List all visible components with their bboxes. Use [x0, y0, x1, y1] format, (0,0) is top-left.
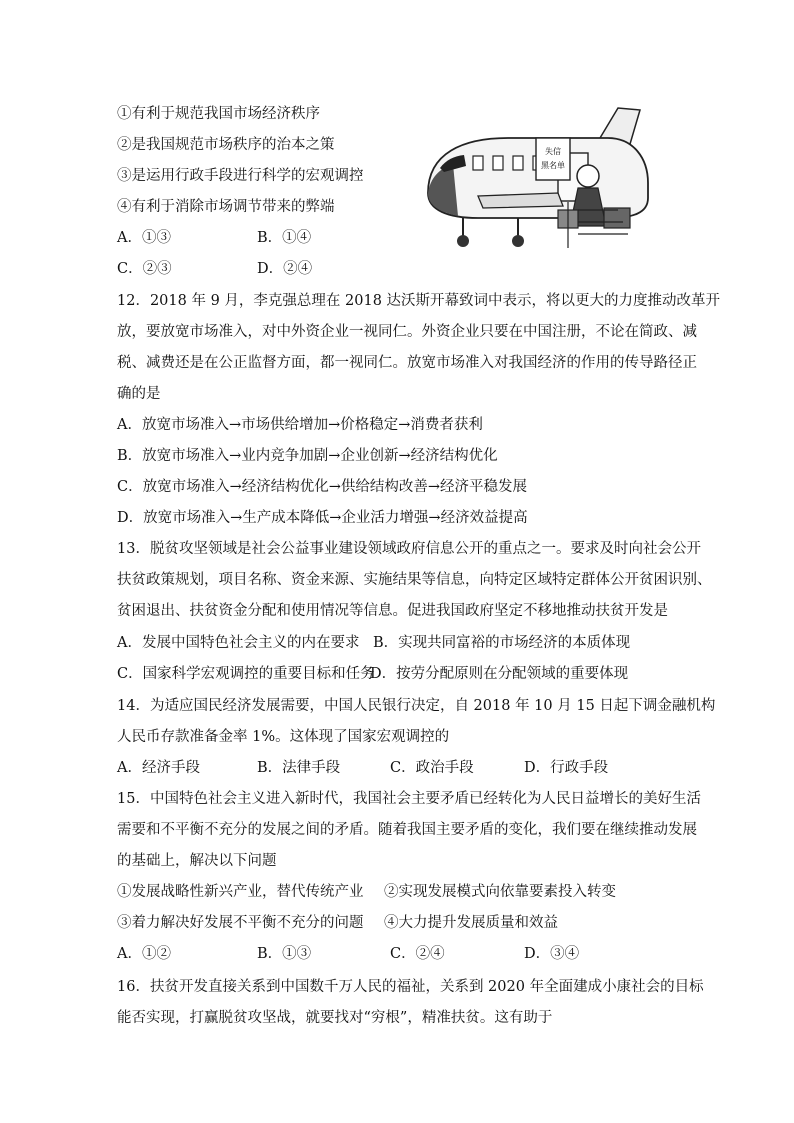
- sign-line-2: 黑名单: [541, 161, 565, 170]
- q14-option-d: D．行政手段: [524, 760, 609, 776]
- q14-stem-line-1: 14．为适应国民经济发展需要，中国人民银行决定，自 2018 年 10 月 15 日起下调金融机构: [117, 698, 716, 714]
- q11-option-d: D．②④: [257, 261, 313, 277]
- q15-statement-1: ①发展战略性新兴产业，替代传统产业: [117, 884, 364, 900]
- q14-option-b: B．法律手段: [257, 760, 341, 776]
- q15-statement-4: ④大力提升发展质量和效益: [384, 915, 558, 931]
- q11-option-b: B．①④: [257, 230, 312, 246]
- q13-option-c: C．国家科学宏观调控的重要目标和任务: [117, 666, 375, 682]
- q15-option-a: A．①②: [117, 946, 171, 962]
- q16-stem-line-2: 能否实现，打赢脱贫攻坚战，就要找对“穷根”，精准扶贫。这有助于: [117, 1010, 553, 1026]
- q12-option-a: A．放宽市场准入→市场供给增加→价格稳定→消费者获利: [117, 417, 483, 433]
- q14-option-a: A．经济手段: [117, 760, 200, 776]
- q11-option-c: C．②③: [117, 261, 172, 277]
- q15-statement-2: ②实现发展模式向依靠要素投入转变: [384, 884, 616, 900]
- q15-statement-3: ③着力解决好发展不平衡不充分的问题: [117, 915, 364, 931]
- q14-option-c: C．政治手段: [390, 760, 474, 776]
- q12-option-c: C．放宽市场准入→经济结构优化→供给结构改善→经济平稳发展: [117, 479, 528, 495]
- q12-stem-line-4: 确的是: [117, 386, 161, 402]
- q13-option-a: A．发展中国特色社会主义的内在要求: [117, 635, 360, 651]
- q15-stem-line-2: 需要和不平衡不充分的发展之间的矛盾。随着我国主要矛盾的变化，我们要在继续推动发展: [117, 822, 697, 838]
- q12-stem-line-3: 税、减费还是在公正监督方面，都一视同仁。放宽市场准入对我国经济的作用的传导路径正: [117, 355, 697, 371]
- q13-option-d: D．按劳分配原则在分配领域的重要体现: [370, 666, 629, 682]
- q11-statement-2: ②是我国规范市场秩序的治本之策: [117, 137, 335, 153]
- q15-option-c: C．②④: [390, 946, 445, 962]
- q11-statement-4: ④有利于消除市场调节带来的弊端: [117, 199, 335, 215]
- q15-option-b: B．①③: [257, 946, 312, 962]
- q12-stem-line-2: 放，要放宽市场准入，对中外资企业一视同仁。外资企业只要在中国注册，不论在简政、减: [117, 324, 697, 340]
- q13-option-b: B．实现共同富裕的市场经济的本质体现: [373, 635, 631, 651]
- q15-stem-line-1: 15．中国特色社会主义进入新时代，我国社会主要矛盾已经转化为人民日益增长的美好生活: [117, 791, 701, 807]
- q11-option-a: A．①③: [117, 230, 171, 246]
- sign-line-1: 失信: [545, 147, 561, 156]
- q13-stem-line-3: 贫困退出、扶贫资金分配和使用情况等信息。促进我国政府坚定不移地推动扶贫开发是: [117, 603, 668, 619]
- q15-stem-line-3: 的基础上，解决以下问题: [117, 853, 277, 869]
- q12-option-b: B．放宽市场准入→业内竞争加剧→企业创新→经济结构优化: [117, 448, 498, 464]
- q14-stem-line-2: 人民币存款准备金率 1%。这体现了国家宏观调控的: [117, 729, 450, 745]
- q12-option-d: D．放宽市场准入→生产成本降低→企业活力增强→经济效益提高: [117, 510, 528, 526]
- q15-option-d: D．③④: [524, 946, 580, 962]
- q16-stem-line-1: 16．扶贫开发直接关系到中国数千万人民的福祉，关系到 2020 年全面建成小康社会的目标: [117, 979, 704, 995]
- airplane-cartoon: [418, 98, 658, 250]
- q12-stem-line-1: 12．2018 年 9 月，李克强总理在 2018 达沃斯开幕致词中表示，将以更大的力度推动改革开: [117, 293, 721, 309]
- q13-stem-line-2: 扶贫政策规划，项目名称、资金来源、实施结果等信息，向特定区域特定群体公开贫困识别、: [117, 572, 712, 588]
- q11-statement-3: ③是运用行政手段进行科学的宏观调控: [117, 168, 364, 184]
- q11-statement-1: ①有利于规范我国市场经济秩序: [117, 106, 320, 122]
- q13-stem-line-1: 13．脱贫攻坚领域是社会公益事业建设领域政府信息公开的重点之一。要求及时向社会公开: [117, 541, 701, 557]
